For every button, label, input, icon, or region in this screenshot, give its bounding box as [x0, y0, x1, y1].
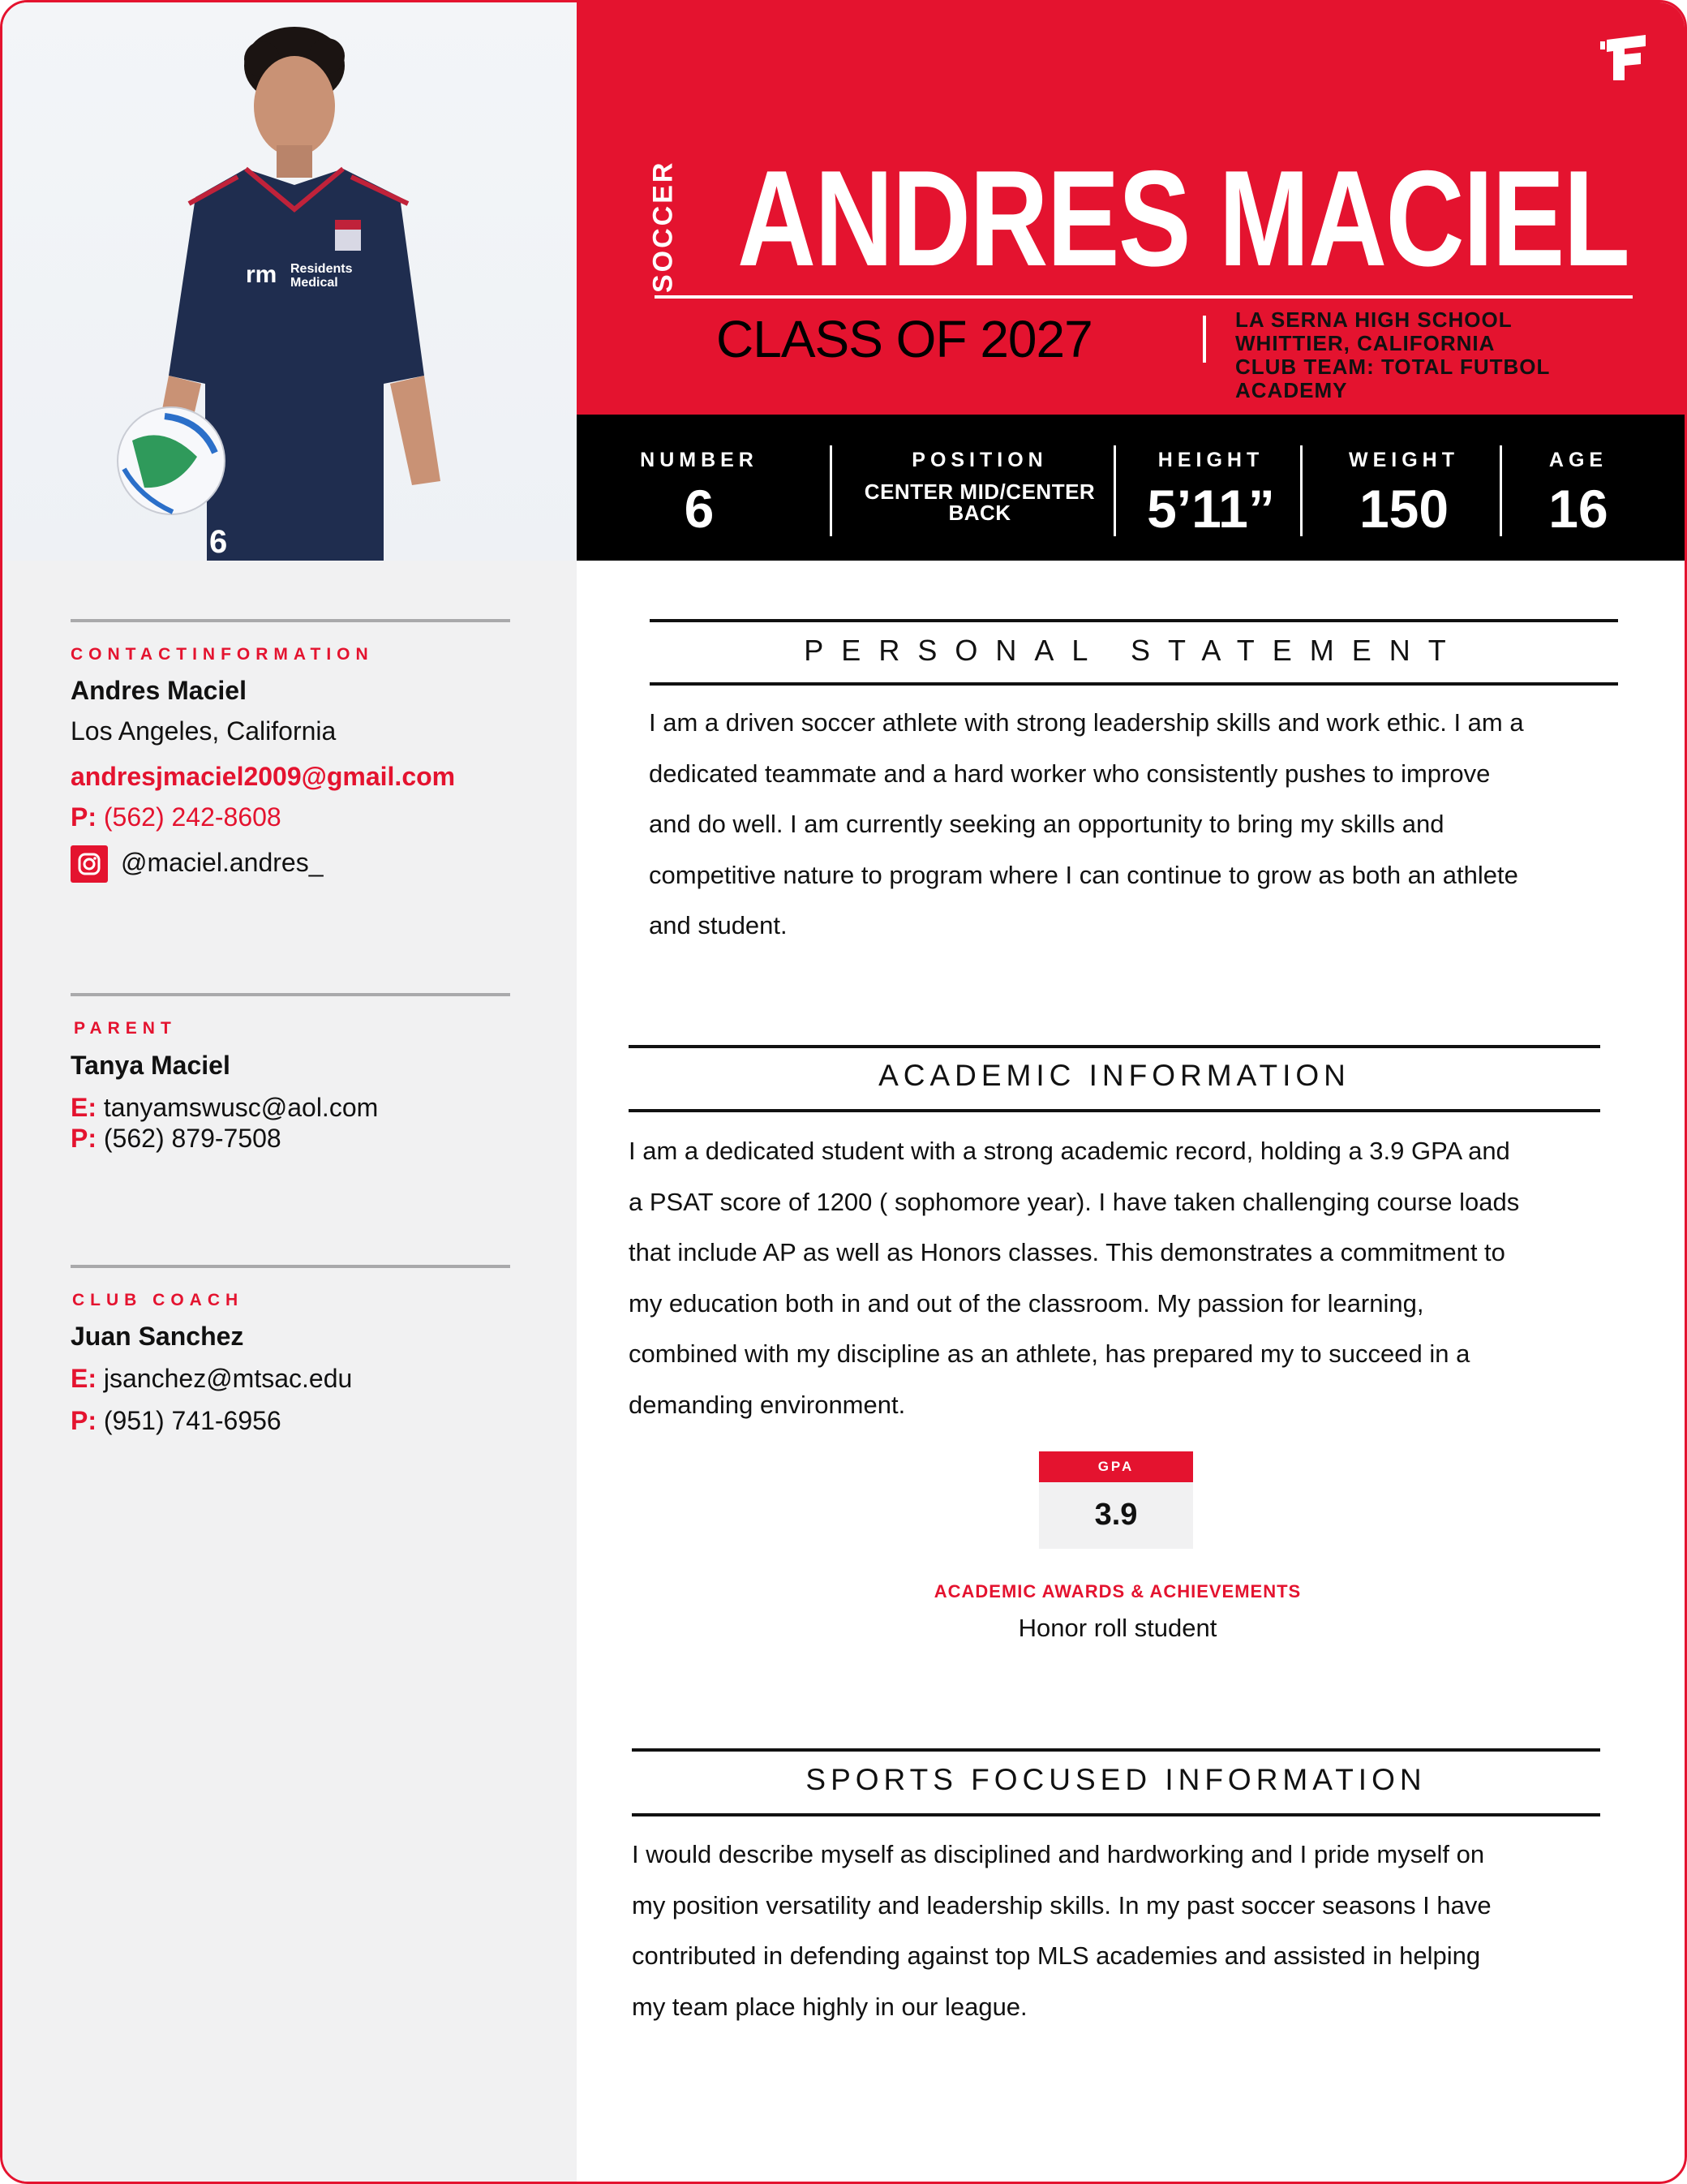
section-rule: [650, 682, 1618, 686]
text-line: a PSAT score of 1200 ( sophomore year). I have taken challenging course loads: [629, 1187, 1520, 1216]
sidebar-divider: [71, 993, 510, 996]
sports-title: SPORTS FOCUSED INFORMATION: [805, 1763, 1427, 1796]
phone-number: (562) 242-8608: [103, 802, 281, 832]
section-rule: [629, 1045, 1600, 1048]
text-line: I would describe myself as disciplined and hardworking and I pride myself on: [632, 1840, 1485, 1868]
stat-separator: [1500, 445, 1502, 536]
parent-name: Tanya Maciel: [71, 1051, 230, 1080]
text-line: and do well. I am currently seeking an opportunity to bring my skills and: [649, 810, 1444, 838]
athlete-figure-illustration: [2, 2, 577, 561]
section-rule: [650, 619, 1618, 622]
stat-label: WEIGHT: [1349, 449, 1459, 471]
parent-phone[interactable]: [71, 1124, 281, 1154]
contact-phone[interactable]: [71, 802, 281, 832]
stat-separator: [1300, 445, 1303, 536]
brand-logo-icon: [1600, 32, 1651, 82]
gpa-value: 3.9: [1039, 1482, 1193, 1549]
class-year: CLASS OF 2027: [716, 310, 1092, 368]
sidebar-divider: [71, 1265, 510, 1268]
stat-value: 6: [684, 479, 715, 539]
instagram-handle[interactable]: @maciel.andres_: [121, 848, 324, 877]
header-separator: [1203, 316, 1206, 363]
text-line: competitive nature to program where I can continue to grow as both an athlete: [649, 860, 1518, 889]
stat-height: [1130, 415, 1292, 561]
text-line: and student.: [649, 911, 788, 939]
section-rule: [632, 1748, 1600, 1752]
academic-text: [629, 1126, 1634, 1430]
text-line: I am a dedicated student with a strong academic record, holding a 3.9 GPA and: [629, 1137, 1510, 1165]
text-line: my position versatility and leadership skills. In my past soccer seasons I have: [632, 1890, 1492, 1920]
phone-prefix: P:: [71, 802, 97, 832]
shorts-number: 6: [209, 524, 228, 560]
stat-value: 150: [1359, 479, 1449, 539]
text-line: dedicated teammate and a hard worker who consistently pushes to improve: [649, 759, 1491, 788]
section-rule: [629, 1109, 1600, 1112]
coach-email[interactable]: [71, 1364, 352, 1394]
gpa-card: [1039, 1451, 1193, 1549]
text-line: combined with my discipline as an athlete, has prepared my to succeed in a: [629, 1339, 1470, 1368]
phone-number: (562) 879-7508: [103, 1124, 281, 1153]
stat-separator: [830, 445, 832, 536]
coach-heading: CLUB COACH: [72, 1291, 244, 1309]
awards-heading: ACADEMIC AWARDS & ACHIEVEMENTS: [934, 1581, 1302, 1601]
instagram-icon[interactable]: [71, 845, 108, 883]
text-line: that include AP as well as Honors classes. This demonstrates a commitment to: [629, 1238, 1505, 1266]
text-line: my education both in and out of the classroom. My passion for learning,: [629, 1288, 1424, 1318]
stat-age: [1517, 415, 1639, 561]
contact-email-link[interactable]: andresjmaciel2009@gmail.com: [71, 762, 456, 791]
text-line: I am a driven soccer athlete with strong leadership skills and work ethic. I am a: [649, 708, 1524, 737]
coach-phone[interactable]: [71, 1406, 281, 1436]
phone-number: (951) 741-6956: [103, 1406, 281, 1435]
athlete-name: ANDRES MACIEL: [737, 142, 1629, 294]
email-address: jsanchez@mtsac.edu: [103, 1364, 353, 1393]
stat-value: 5’11”: [1147, 479, 1275, 539]
school-line: ACADEMY: [1235, 378, 1348, 402]
coach-name: Juan Sanchez: [71, 1322, 244, 1351]
email-prefix: E:: [71, 1093, 97, 1122]
stat-label: HEIGHT: [1157, 449, 1264, 471]
contact-heading: CONTACTINFORMATION: [71, 645, 374, 664]
phone-prefix: P:: [71, 1124, 97, 1153]
text-line: contributed in defending against top MLS academies and assisted in helping: [632, 1941, 1481, 1970]
personal-statement-text: [649, 698, 1646, 952]
contact-name: Andres Maciel: [71, 676, 247, 705]
parent-email[interactable]: [71, 1093, 378, 1123]
phone-prefix: P:: [71, 1406, 97, 1435]
school-line: CLUB TEAM: TOTAL FUTBOL: [1235, 355, 1551, 379]
stat-number: [625, 415, 773, 561]
stat-label: NUMBER: [640, 449, 758, 471]
gpa-label: GPA: [1039, 1451, 1193, 1482]
school-line: WHITTIER, CALIFORNIA: [1235, 331, 1496, 355]
text-line: my team place highly in our league.: [632, 1992, 1028, 2021]
academic-title: ACADEMIC INFORMATION: [878, 1059, 1350, 1092]
sports-text: [632, 1829, 1638, 2032]
athlete-photo: [2, 2, 577, 561]
text-line: demanding environment.: [629, 1390, 906, 1419]
awards-value: Honor roll student: [1018, 1614, 1217, 1642]
parent-heading: PARENT: [74, 1019, 177, 1038]
personal-statement-title: PERSONAL STATEMENT: [804, 634, 1464, 667]
name-divider: [655, 295, 1633, 299]
email-address: tanyamswusc@aol.com: [103, 1093, 379, 1122]
sidebar-divider: [71, 619, 510, 622]
stats-bar: [577, 415, 1687, 561]
school-info: [1235, 308, 1625, 402]
stat-position: [854, 415, 1105, 561]
section-rule: [632, 1813, 1600, 1816]
school-line: LA SERNA HIGH SCHOOL: [1235, 307, 1513, 332]
jersey-sponsor-logo: rm: [246, 261, 277, 288]
svg-text:Residents: Residents: [290, 262, 353, 276]
stat-label: POSITION: [912, 449, 1048, 471]
stat-separator: [1114, 445, 1116, 536]
email-prefix: E:: [71, 1364, 97, 1393]
stat-label: AGE: [1548, 449, 1608, 471]
svg-text:Medical: Medical: [290, 276, 338, 290]
stat-weight: [1315, 415, 1493, 561]
stat-value: CENTER MID/CENTER BACK: [864, 479, 1096, 525]
contact-location: Los Angeles, California: [71, 716, 337, 746]
stat-value: 16: [1548, 479, 1608, 539]
sport-label: SOCCER: [647, 160, 679, 293]
